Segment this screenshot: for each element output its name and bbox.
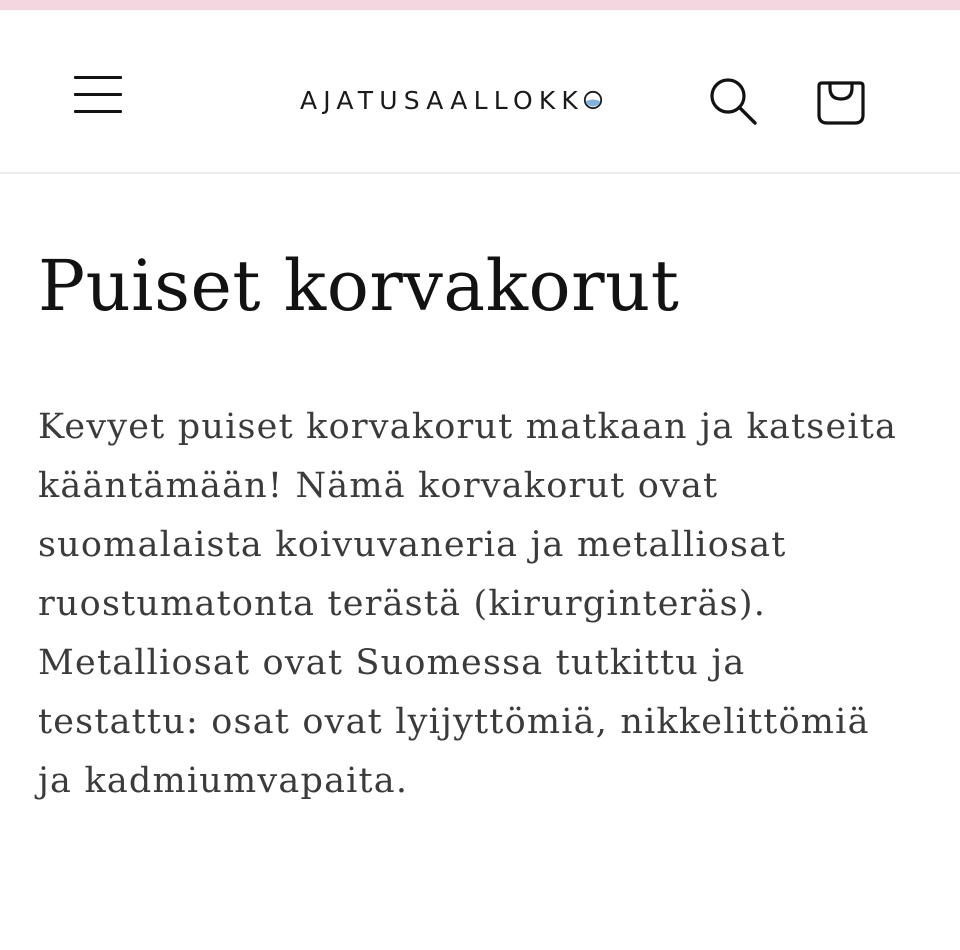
logo-mark-icon [583,90,603,110]
main-content [38,174,928,811]
product-description [38,398,928,811]
site-header [0,10,960,174]
description-line: Kevyet puiset korvakorut matkaan ja katseita [38,407,898,447]
top-accent-strip [0,0,960,10]
description-line: testattu: osat ovat lyijyttömiä, nikkelittömiä [38,702,870,742]
hamburger-menu-button[interactable] [66,62,130,126]
description-line: ruostumatonta terästä (kirurginteräs). [38,584,767,624]
description-line: kääntämään! Nämä korvakorut ovat [38,466,719,506]
description-line: suomalaista koivuvaneria ja metalliosat [38,525,787,565]
hamburger-menu-icon [74,76,122,79]
page-title: Puiset korvakorut [38,245,680,327]
hamburger-menu-icon [74,110,122,113]
cart-bag-icon [813,71,869,127]
hamburger-menu-icon [74,93,122,96]
cart-button[interactable] [812,70,870,128]
logo-text: AJATUSAALLOKK [300,85,585,115]
search-button[interactable] [704,72,762,130]
search-icon [707,75,759,127]
description-line: Metalliosat ovat Suomessa tutkittu ja [38,643,746,683]
site-logo[interactable] [300,78,603,122]
description-line: ja kadmiumvapaita. [38,761,409,801]
